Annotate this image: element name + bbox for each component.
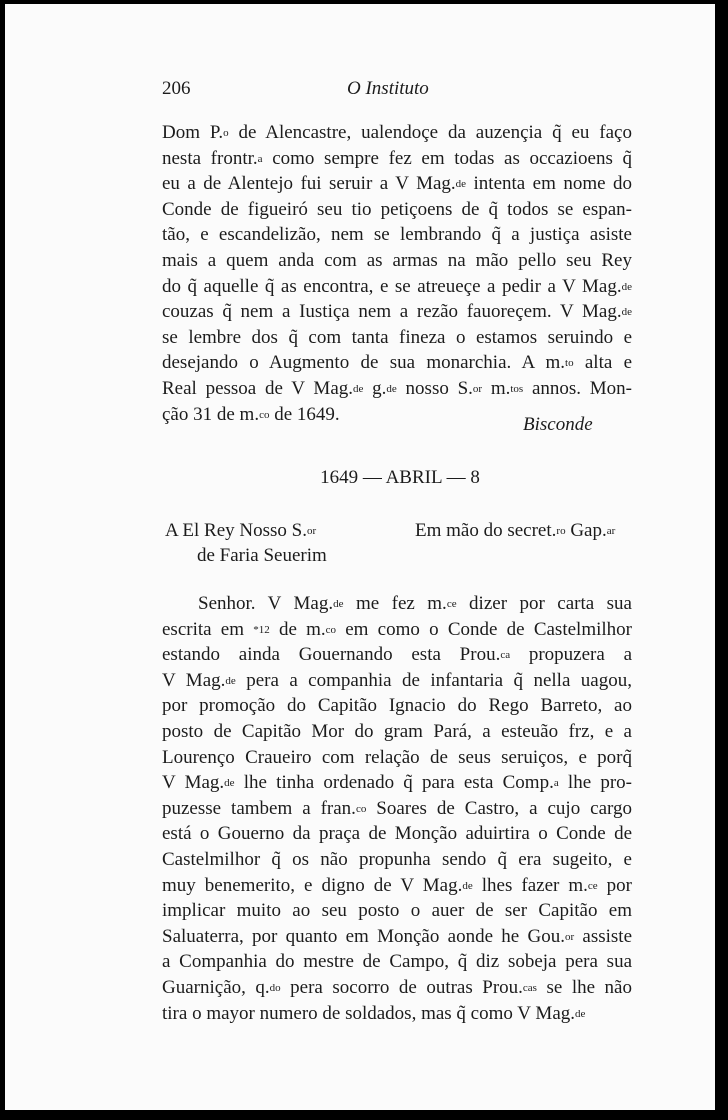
text-line: Castelmilhor q̃ os não propunha sendo q̃ era sugeito, e — [162, 848, 632, 870]
text-line: V Mag.$^{de}$ pera a companhia de infantaria q̃ nella uagou, — [162, 669, 632, 691]
text-line: posto de Capitão Mor do gram Pará, a esteuão frz, e a — [162, 720, 632, 742]
text-line: tira o mayor numero de soldados, mas q̃ como V Mag.$^{de}$ — [162, 1002, 586, 1024]
text-line: está o Gouerno da praça de Monção aduirtira o Conde de — [162, 823, 632, 845]
text-line: a Companhia do mestre de Campo, q̃ diz sobeja pera sua — [162, 951, 632, 973]
text-line: couzas q̃ nem a Iustiça nem a rezão fauoreçem. V Mag.$^{de}$ — [162, 301, 632, 323]
text-line: estando ainda Gouernando esta Prou.$^{ca}$ propuzera a — [162, 644, 632, 666]
text-line: ção 31 de m.$^{co}$ de 1649. — [162, 403, 340, 425]
letter-1-body — [162, 120, 632, 427]
text-line: eu a de Alentejo fui seruir a V Mag.$^{de}$ intenta em nome do — [162, 173, 632, 195]
date-heading: 1649 — ABRIL — 8 — [320, 467, 480, 488]
running-header — [159, 78, 629, 104]
text-line: Real pessoa de V Mag.$^{de}$ g.$^{de}$ nosso S.$^{or}$ m.$^{tos}$ annos. Mon- — [162, 377, 632, 399]
text-line: puzesse tambem a fran.$^{co}$ Soares de Castro, a cujo cargo — [162, 797, 632, 819]
text-line: tão, e escandelizão, nem se lembrando q̃ a justiça asiste — [162, 224, 632, 246]
text-line: Lourenço Craueiro com relação de seus seruiços, e porq̃ — [162, 746, 632, 768]
text-line: escrita em $^{*12}$ de m.$^{co}$ em como o Conde de Castelmilhor — [162, 618, 632, 640]
text-line: Dom P.$^o$ de Alencastre, ualendoçe da auzençia q̃ eu faço — [162, 122, 632, 143]
document-page — [5, 4, 715, 1110]
text-line: V Mag.$^{de}$ lhe tinha ordenado q̃ para esta Comp.$^a$ lhe pro- — [162, 772, 632, 794]
text-line: se lembre dos q̃ com tanta fineza o estamos seruindo e — [162, 326, 632, 348]
text-line: Guarnição, q.$^{do}$ pera socorro de outras Prou.$^{cas}$ se lhe não — [162, 976, 632, 998]
text-line: do q̃ aquelle q̃ as encontra, e se atreueçe a pedir a V Mag.$^{de}$ — [162, 275, 632, 297]
text-line: Conde de figueiró seu tio petiçoens de q̃ todos se espan- — [162, 198, 632, 220]
text-line: por promoção do Capitão Ignacio do Rego Barreto, ao — [162, 695, 632, 717]
text-line: Senhor. V Mag.$^{de}$ me fez m.$^{ce}$ dizer por carta sua — [198, 593, 632, 614]
addressee-line-1: A El Rey Nosso S.$^{or}$ — [165, 520, 317, 541]
text-line: implicar muito ao seu posto o auer de ser Capitão em — [162, 900, 632, 922]
letter-2-body — [162, 591, 632, 1026]
text-line: Saluaterra, por quanto em Monção aonde he Gou.$^{or}$ assiste — [162, 925, 633, 947]
text-line: desejando o Augmento de sua monarchia. A m.$^{to}$ alta e — [162, 352, 633, 374]
addressee — [165, 518, 327, 568]
text-line: mais a quem anda com as armas na mão pello seu Rey — [162, 249, 632, 271]
delivery-note: Em mão do secret.$^{ro}$ Gap.$^{ar}$ — [415, 520, 616, 541]
page-number: 206 — [162, 78, 191, 99]
running-title: O Instituto — [347, 78, 429, 99]
text-line: nesta frontr.$^a$ como sempre fez em todas as occazioens q̃ — [162, 147, 632, 169]
signature: Bisconde — [523, 414, 593, 435]
addressee-line-2: de Faria Seuerim — [197, 545, 327, 566]
text-line: muy benemerito, e digno de V Mag.$^{de}$ lhes fazer m.$^{ce}$ por — [162, 874, 633, 896]
